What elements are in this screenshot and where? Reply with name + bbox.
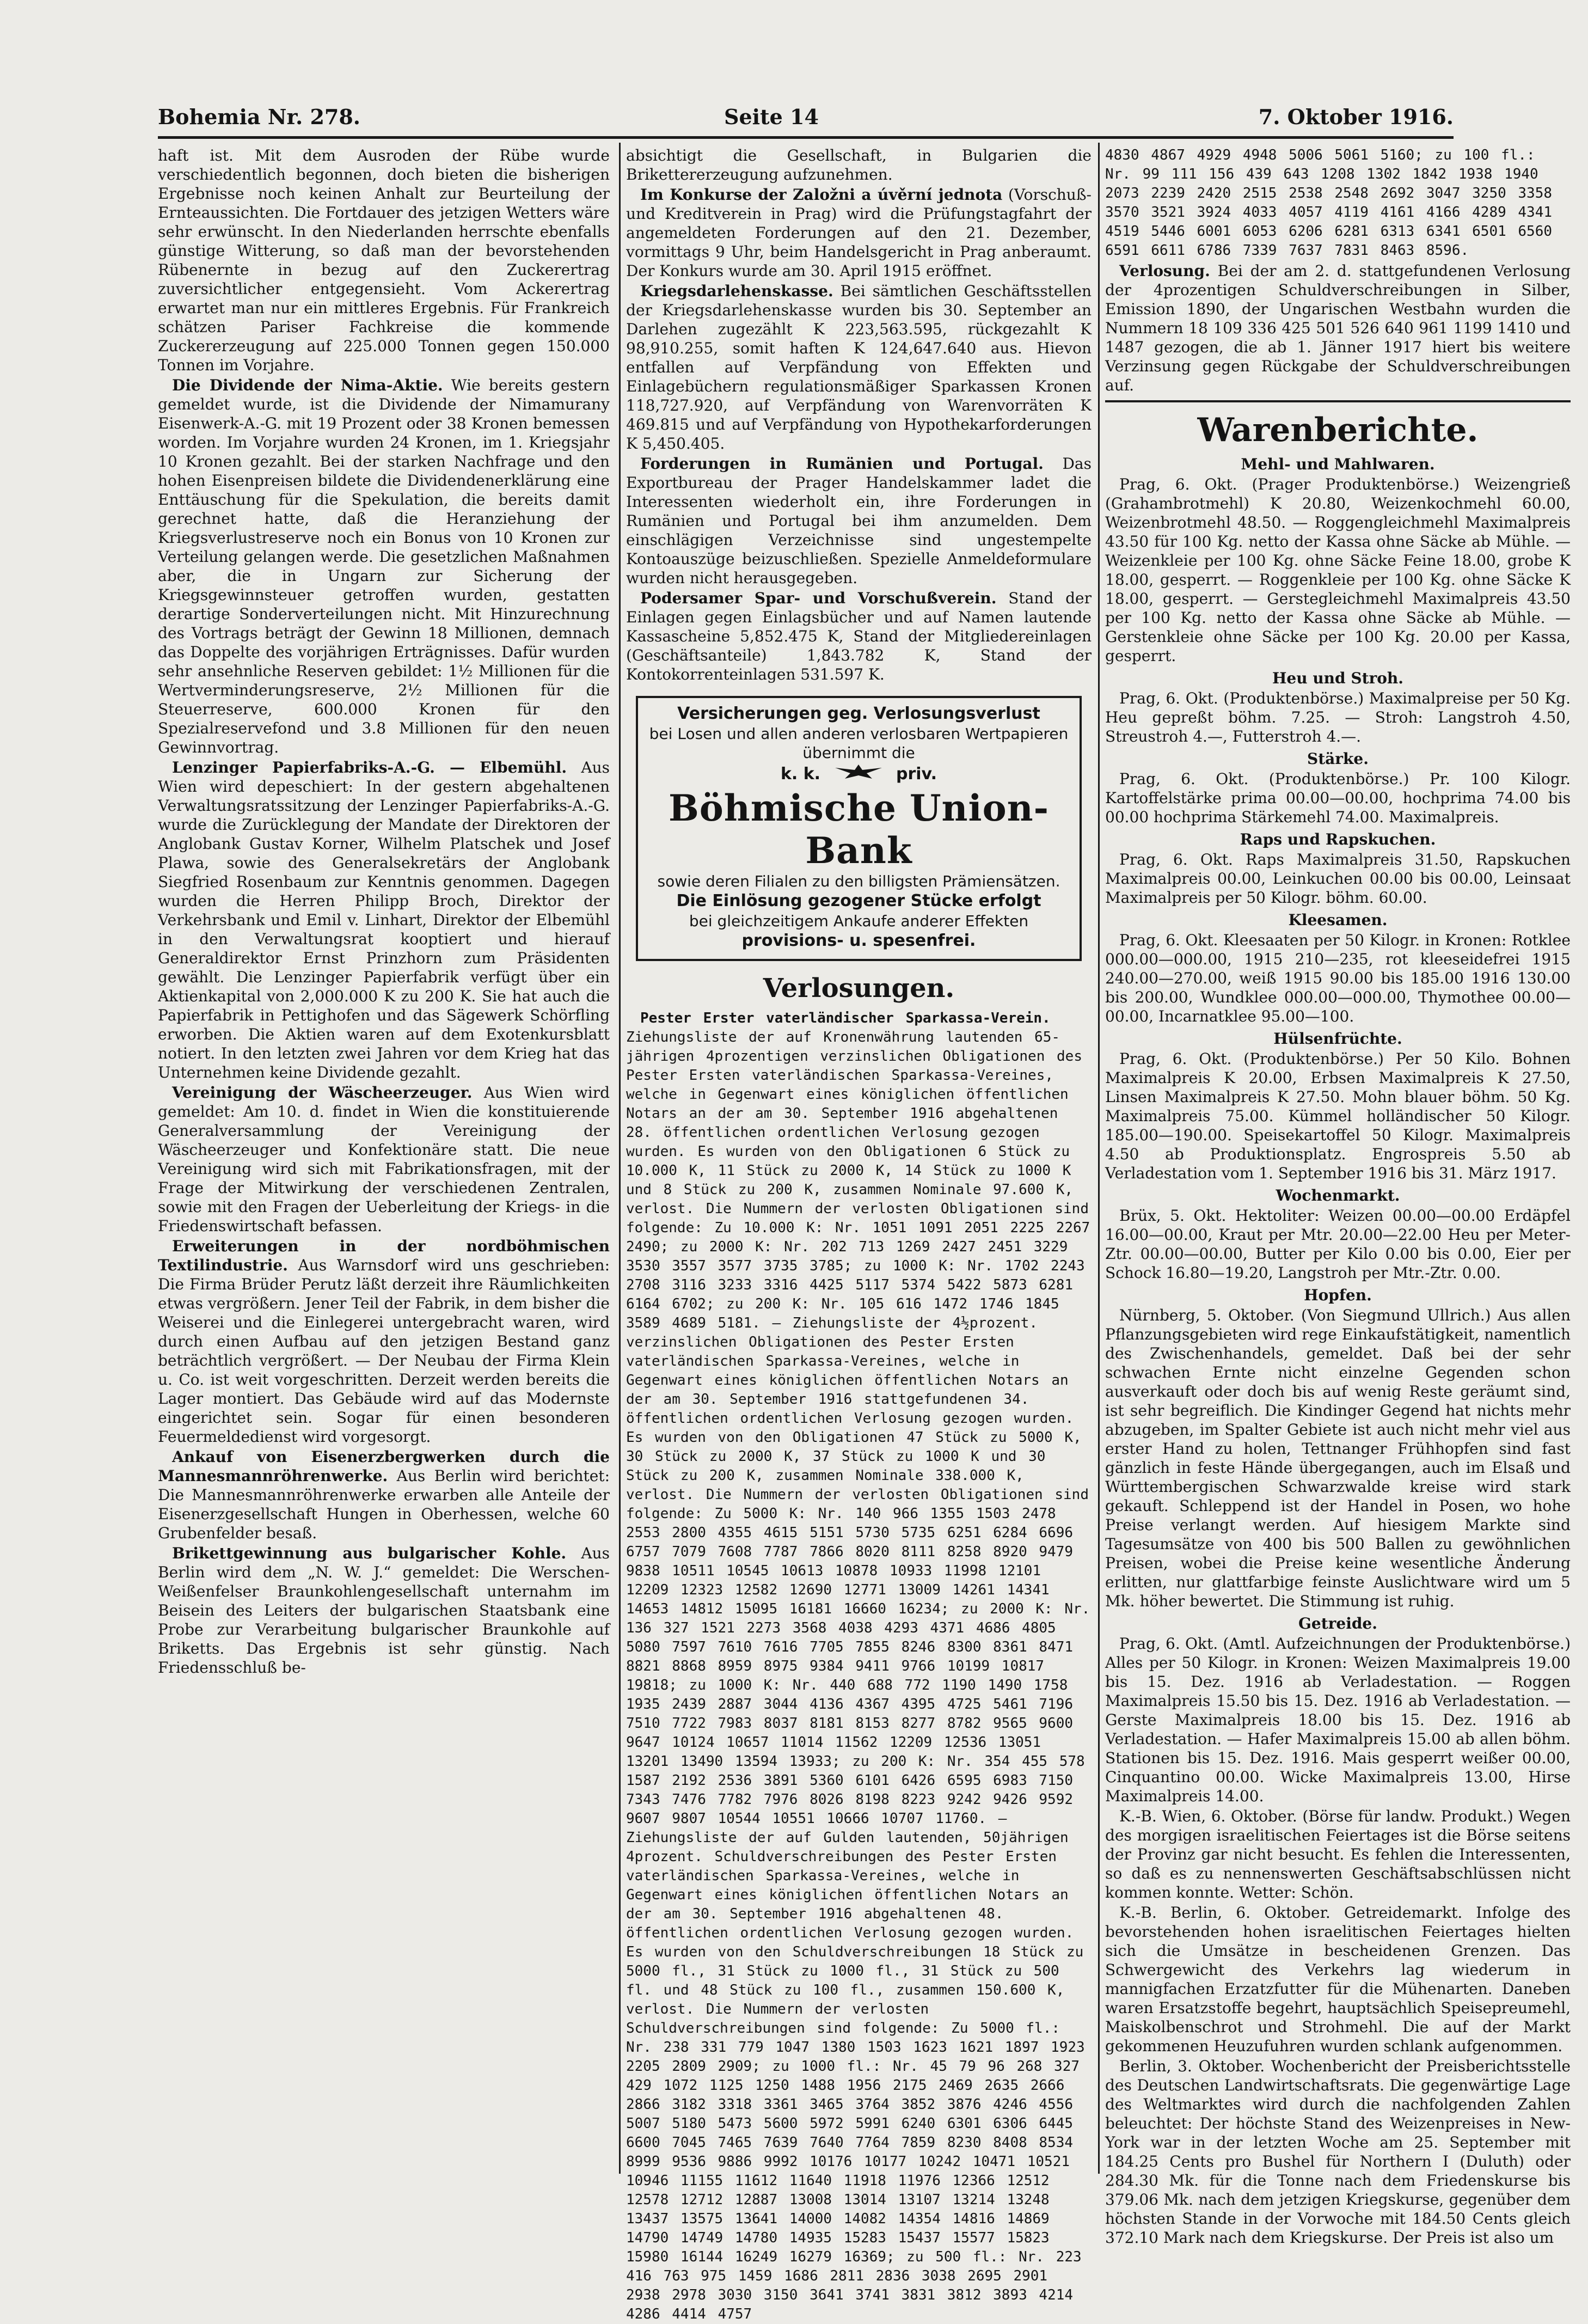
ad-headline: Versicherungen geg. Verlosungsverlust (677, 704, 1040, 723)
article-text: Aus Wien wird depeschiert: In der gestern abgehaltenen Verwaltungsratssitzung der Lenzinger Papierfabriks-A.-G. wurde die Zurücklegung der Mandate der Direktoren der Anglobank Gustav Korner, Wilhelm Platschek und Josef Plawa, sowie des Generalsekretärs der Anglobank Siegfried Rosenbaum zur Kenntnis genommen. Dagegen wurden die Herren Philipp Broch, Direktor der Verkehrsbank und Emil v. Linhart, Direktor der Elbemühl in den Verwaltungsrat kooptiert und hierauf Generaldirektor Ernst Prinzhorn zum Präsidenten gewählt. Die Lenzinger Papierfabrik verfügt über ein Aktienkapital von 2,000.000 K zu 200 K. Sie hat auch die Papierfabrik in Pettighofen und das Sägewerk Schörfling erworben. Die Aktien waren auf dem Exotenkursblatt notiert. In den letzten zwei Jahren vor dem Krieg hat das Unternehmen keine Dividende gezahlt. (158, 759, 610, 1081)
article-heading: Verlosung. (1119, 262, 1210, 280)
market-report: Prag, 6. Okt. Kleesaaten per 50 Kilogr. in Kronen: Rotklee 000.00—000.00, 1915 210—235, rot kleeseidefrei 1915 240.00—270.00, weiß 1915 90.00 bis 185.00 1916 130.00 bis 200.00, Wundklee 000.00—000.00, Thymothee 00.00—00.00, Incarnatklee 95.00—100. (1105, 931, 1571, 1025)
article-block (158, 376, 610, 757)
subsection-title: Getreide. (1298, 1614, 1377, 1632)
article-block (626, 185, 1092, 280)
market-report: Prag, 6. Okt. (Amtl. Aufzeichnungen der Produktenbörse.) Alles per 50 Kilogr. in Kronen: Weizen Maximalpreis 19.00 bis 15. Dez. 1916 ab Verladestation. — Roggen Maximalpreis 15.50 bis 15. Dez. 1916 ab Verladestation. — Gerste Maximalpreis 18.00 bis 15. Dez. 1916 ab Verladestation. — Hafer Maximalpreis 15.00 ab allen böhm. Stationen bis 15. Dez. 1916. Mais gesperrt weißer 00.00, Cinquantino 00.00. Wicke Maximalpreis 13.00, Hirse Maximalpreis 14.00. (1105, 1635, 1571, 1805)
column-3 (1105, 146, 1571, 2247)
subsection-title: Stärke. (1307, 750, 1369, 768)
ad-bank-name: Böhmische Union-Bank (668, 787, 1049, 872)
lottery-list (626, 1009, 1092, 2324)
article-block (626, 282, 1092, 453)
section-title-warenberichte: Warenberichte. (1197, 411, 1479, 449)
column-2 (626, 146, 1092, 2322)
market-report: Berlin, 3. Oktober. Wochenbericht der Preisberichtsstelle des Deutschen Landwirtschaftsrats. Die gegenwärtige Lage des Weltmarktes wird durch die nachfolgenden Zahlen beleuchtet: Der höchste Stand des Weizenpreises in New-York war in der letzten Woche am 25. September mit 184.25 Cents pro Bushel für Northern I (Duluth) oder 284.30 Mk. für die Tonne nach dem Friedenskurse bis 379.06 Mk. nach dem jetzigen Kriegskurse, gegenüber dem höchsten Stande in der Vorwoche mit 184.50 Cents gleich 372.10 Mark nach dem Kriegskurse. Der Preis ist also um (1105, 2057, 1571, 2247)
article-text: Aus Berlin wird berichtet: Die Mannesmannröhrenwerke erwarben alle Anteile der Eisenerzgesellschaft Hungen in Oberhessen, welche 60 Grubenfelder besaß. (158, 1467, 610, 1542)
article-heading: Im Konkurse der Založni a úvěrní jednota (640, 186, 1003, 204)
market-report: Prag, 6. Okt. (Prager Produktenbörse.) Weizengrieß (Grahambrotmehl) K 20.80, Weizenkochmehl 60.00, Weizenbrotmehl 48.50. — Roggengleichmehl Maximalpreis 43.50 für 100 Kg. netto der Kassa ohne Säcke ab Mühle. — Weizenkleie per 100 Kg. ohne Säcke Feine 18.00, grobe K 18.00, gesperrt. — Roggenkleie per 100 Kg. ohne Säcke K 18.00, gesperrt. — Gerstegleichmehl Maximalpreis 43.50 per 100 Kg. netto der Kassa ohne Säcke ab Mühle. — Gerstenkleie ohne Säcke per 100 Kg. 20.00 per Kassa, gesperrt. (1105, 475, 1571, 665)
eagle-emblem-icon (834, 762, 883, 787)
article-text: Aus Berlin wird dem „N. W. J.“ gemeldet: Die Werschen-Weißenfelser Braunkohlengesellschaft unternahm im Beisein des Leiters der bulgarischen Staatsbank eine Probe zur Verarbeitung bulgarischer Braunkohle auf Briketts. Das Ergebnis ist sehr günstig. Nach Friedensschluß be- (158, 1544, 610, 1677)
article-text: Aus Warnsdorf wird uns geschrieben: Die Firma Brüder Perutz läßt derzeit ihre Räumlichkeiten etwas vergrößern. Jener Teil der Fabrik, in dem bisher die Weiserei und die Einlegerei untergebracht waren, wird durch einen Aufbau auf den jetzigen Bestand ganz beträchtlich vergrößert. — Der Neubau der Firma Klein u. Co. ist weit vorgeschritten. Derzeit werden bereits die Lager montiert. Das Gebäude wird auf das Modernste eingerichtet sein. Sogar für einen besonderen Feuermeldedienst wird vorgesorgt. (158, 1256, 610, 1446)
section-rule (1105, 400, 1571, 402)
issue-label: Bohemia Nr. 278. (158, 105, 361, 129)
market-report: K.-B. Wien, 6. Oktober. (Börse für landw. Produkt.) Wegen des morgigen israelitischen Feiertages ist die Börse seitens der Provinz gar nicht besucht. Es fehlen die Interessenten, so daß es zu nennenswerten Geschäftsabschlüssen nicht kommen konnte. Wetter: Schön. (1105, 1807, 1571, 1901)
article-heading: Vereinigung der Wäscheerzeuger. (172, 1084, 473, 1102)
article-text: Bei sämtlichen Geschäftsstellen der Kriegsdarlehenskasse wurden bis 30. September an Darlehen zugezählt K 223,563.595, rückgezahlt K 98,910.255, somit haften K 124,647.640 aus. Hievon entfallen auf Verpfändung von Effekten und Einlagebüchern regulationsmäßiger Sparkassen Kronen 118,727.920, auf Verpfändung von Warenvorräten K 469.815 und auf Verpfändung von Hypothekarforderungen K 5,450.405. (626, 282, 1092, 452)
market-report: Prag, 6. Okt. (Produktenbörse.) Per 50 Kilo. Bohnen Maximalpreis K 20.00, Erbsen Maximalpreis K 27.50, Linsen Maximalpreis K 27.50. Mohn blauer böhm. 50 Kg. Maximalpreis 75.00. Kümmel holländischer 50 Kilogr. 185.00—190.00. Speisekartoffel 50 Kilogr. Maximalpreis 4.50 ab Produktionsplatz. Engrospreis 5.50 ab Verladestation vom 1. September 1916 bis 31. März 1917. (1105, 1050, 1571, 1182)
ad-kk-line (643, 762, 1074, 787)
subsection-title: Wochenmarkt. (1276, 1187, 1400, 1204)
article-block (626, 589, 1092, 684)
article-block (158, 1083, 610, 1236)
market-report: Nürnberg, 5. Oktober. (Von Siegmund Ullrich.) Aus allen Pflanzungsgebieten wird rege Einkaufstätigkeit, namentlich des Zwischenhandels, gemeldet. Daß bei der sehr schwachen Ernte nicht einzelne Gegenden schon ausverkauft oder doch bis auf wenig Reste geräumt sind, ist sehr begreiflich. Die Kindinger Gegend hat nichts mehr abzugeben, im Spalter Gebiete ist auch nicht mehr viel aus erster Hand zu holen, Tettnanger Frühhopfen sind fast gänzlich in feste Hände übergegangen, auch im Elsaß und Württembergischen Schwarzwalde kreise wird stark gekauft. Schleppend ist der Handel in Posen, wo hohe Preise verlangt werden. Auf hiesigem Markte sind Tagesumsätze von 400 bis 500 Ballen zu gewöhnlichen Preisen, wobei die Preise keine wesentliche Änderung erlitten, nur glattfarbige feinste Auslichtware wird um 5 Mk. höher bewertet. Die Stimmung ist ruhig. (1105, 1306, 1571, 1610)
article-block (158, 1544, 610, 1677)
article-text: Das Exportbureau der Prager Handelskammer ladet die Interessenten wiederholt ein, ihre Forderungen in Rumänien und Portugal bei ihm anzumelden. Dem einschlägigen Verzeichnisse sind ungestempelte Kontoauszüge beizuschließen. Spezielle Anmeldeformulare wurden nicht herausgegeben. (626, 455, 1092, 587)
article-block (158, 758, 610, 1082)
subsection-title: Hopfen. (1304, 1286, 1372, 1304)
page-header (158, 105, 1454, 131)
article-heading: Ankauf von Eisenerzbergwerken durch die Mannesmannröhrenwerke. (158, 1448, 610, 1485)
article-heading: Erweiterungen in der nordböhmischen Textilindustrie. (158, 1237, 610, 1274)
market-report: K.-B. Berlin, 6. Oktober. Getreidemarkt. Infolge des bevorstehenden hohen israelitischen Feiertages hielten sich die Umsätze in bescheidenen Grenzen. Das Schwergewicht des Verkehrs lag wiederum in mannigfachen Erzatzfutter für die Mühenarten. Daneben waren Ersatzstoffe begehrt, hauptsächlich Speisepreumehl, Maiskolbenschrot und Strohmehl. Die auf der Markt gekommenen Heuzufuhren wurden schlank aufgenommen. (1105, 1904, 1571, 2055)
article-block (158, 1237, 610, 1446)
page-number: Seite 14 (724, 105, 819, 129)
article-heading: Podersamer Spar- und Vorschußverein. (640, 589, 997, 607)
ad-kk-right: priv. (896, 765, 937, 784)
subsection-title: Raps und Rapskuchen. (1240, 830, 1436, 848)
column-rule-2 (1098, 143, 1100, 2174)
bank-advertisement (636, 696, 1082, 961)
subsection-title: Mehl- und Mahlwaren. (1241, 455, 1435, 473)
subsection-title: Kleesamen. (1288, 911, 1388, 929)
ad-text-bold: Die Einlösung gezogener Stücke erfolgt (676, 891, 1041, 910)
article-text: haft ist. Mit dem Ausroden der Rübe wurde verschiedentlich begonnen, doch bieten die bisherigen Ergebnisse noch keinen Anhalt zur Beurteilung der Ernteaussichten. Die Fortdauer des jetzigen Wetters wäre sehr erwünscht. In den Niederlanden herrschte ebenfalls günstige Witterung, so daß man der bevorstehenden Rübenernte in bezug auf den Zuckerertrag zuversichtlicher entgegensieht. Vom Ackerertrag erwartet man nur ein mittleres Ergebnis. Für Frankreich schätzen Pariser Fachkreise die kommende Zuckererzeugung auf 225.000 Tonnen gegen 150.000 Tonnen im Vorjahre. (158, 146, 610, 374)
market-report: Prag, 6. Okt. (Produktenbörse.) Maximalpreise per 50 Kg. Heu gepreßt böhm. 7.25. — Stroh: Langstroh 4.50, Streustroh 4.—, Futterstroh 4.—. (1105, 689, 1571, 745)
subsection-title: Heu und Stroh. (1272, 669, 1404, 687)
article-heading: Forderungen in Rumänien und Portugal. (640, 455, 1044, 473)
market-report: Brüx, 5. Okt. Hektoliter: Weizen 00.00—00.00 Erdäpfel 16.00—00.00, Kraut per Mtr. 20.00—22.00 Heu per Meter-Ztr. 00.00—00.00, Butter per Kilo 0.00 bis 0.00, Eier per Schock 16.80—19.20, Langstroh per Mtr.-Ztr. 0.00. (1105, 1207, 1571, 1282)
market-report: Prag, 6. Okt. (Produktenbörse.) Pr. 100 Kilogr. Kartoffelstärke prima 00.00—00.00, hochprima 74.00 bis 00.00 hochprima Stärkemehl 74.00. Maximalpreis. (1105, 770, 1571, 826)
article-heading: Brikettgewinnung aus bulgarischer Kohle. (172, 1544, 567, 1562)
ad-text-bold: provisions- u. spesenfrei. (741, 931, 976, 950)
article-text: Stand der Einlagen gegen Einlagsbücher und auf Namen lautende Kassascheine 5,852.475 K, Stand der Mitgliedereinlagen (Geschäftsanteile) 1,843.782 K, Stand der Kontokorrenteinlagen 531.597 K. (626, 589, 1092, 683)
ad-text: bei gleichzeitigem Ankaufe anderer Effekten (689, 912, 1029, 930)
article-text: Aus Wien wird gemeldet: Am 10. d. findet in Wien die konstituierende Generalversammlung der Vereinigung der Wäscheerzeuger und Konfektionäre statt. Die neue Vereinigung wird sich mit Fabrikationsfragen, mit der Frage der Mitwirkung der verschiedenen Zentralen, sowie mit den Fragen der Ueberleitung der Kriegs- in die Friedenswirtschaft befassen. (158, 1084, 610, 1235)
article-heading: Lenzinger Papierfabriks-A.-G. — Elbemühl. (172, 759, 567, 776)
article-text: Bei der am 2. d. stattgefundenen Verlosung der 4prozentigen Schuldverschreibungen in Silber, Emission 1890, der Ungarischen Westbahn wurden die Nummern 18 109 336 425 501 526 640 961 1199 1410 und 1487 gezogen, die ab 1. Jänner 1917 hiert bis weitere Verzinsung gegen Rückgabe der Schuldverschreibungen auf. (1105, 262, 1571, 394)
article-heading: Kriegsdarlehenskasse. (640, 282, 833, 300)
article-text: Ziehungsliste der auf Kronenwährung lautenden 65-jährigen 4prozentigen verzinslichen Obligationen des Pester Ersten vaterländischen Sparkassa-Vereines, welche in Gegenwart eines königlichen öffentlichen Notars an der am 30. September 1916 abgehaltenen 28. öffentlichen ordentlichen Verlosung gezogen wurden. Es wurden von den Obligationen 6 Stück zu 10.000 K, 11 Stück zu 2000 K, 14 Stück zu 1000 K und 8 Stück zu 200 K, zusammen Nominale 97.600 K, verlost. Die Nummern der verlosten Obligationen sind folgende: Zu 10.000 K: Nr. 1051 1091 2051 2225 2267 2490; zu 2000 K: Nr. 202 713 1269 2427 2451 3229 3530 3557 3577 3735 3785; zu 1000 K: Nr. 1702 2243 2708 3116 3233 3316 4425 5117 5374 5422 5873 6281 6164 6702; zu 200 K: Nr. 105 616 1472 1746 1845 3589 4689 5181. — Ziehungsliste der 4½prozent. verzinslichen Obligationen des Pester Ersten vaterländischen Sparkassa-Vereines, welche in Gegenwart eines königlichen öffentlichen Notars an der am 30. September 1916 stattgefundenen 34. öffentlichen ordentlichen Verlosung gezogen wurden. Es wurden von den Obligationen 47 Stück zu 5000 K, 30 Stück zu 2000 K, 37 Stück zu 1000 K und 30 Stück zu 200 K, zusammen Nominale 338.000 K, verlost. Die Nummern der verlosten Obligationen sind folgende: Zu 5000 K: Nr. 140 966 1355 1503 2478 2553 2800 4355 4615 5151 5730 5735 6251 6284 6696 6757 7079 7608 7787 7866 8020 8111 8258 8920 9479 9838 10511 10545 10613 10878 10933 11998 12101 12209 12323 12582 12690 12771 13009 14261 14341 14653 14812 15095 16181 16660 16234; zu 2000 K: Nr. 136 327 1521 2273 3568 4038 4293 4371 4686 4805 5080 7597 7610 7616 7705 7855 8246 8300 8361 8471 8821 8868 8959 8975 9384 9411 9766 10199 10817 19818; zu 1000 K: Nr. 440 688 772 1190 1490 1758 1935 2439 2887 3044 4136 4367 4395 4725 5461 7196 7510 7722 7983 8037 8181 8153 8277 8782 9565 9600 9647 10124 10657 11014 11562 12209 12536 13051 13201 13490 13594 13933; zu 200 K: Nr. 354 455 578 1587 2192 2536 3891 5360 6101 6426 6595 6983 7150 7343 7476 7782 7976 8026 8198 8223 9242 9426 9592 9607 9807 10544 10551 10666 10707 11760. — Ziehungsliste der auf Gulden lautenden, 50jährigen 4prozent. Schuldverschreibungen des Pester Ersten vaterländischen Sparkassa-Vereines, welche in Gegenwart eines königlichen öffentlichen Notars an der am 30. September 1916 abgehaltenen 48. öffentlichen ordentlichen Verlosung gezogen wurden. Es wurden von den Schuldverschreibungen 18 Stück zu 5000 fl., 31 Stück zu 1000 fl., 31 Stück zu 500 fl. und 48 Stück zu 100 fl., zusammen 150.600 K, verlost. Die Nummern der verlosten Schuldverschreibungen sind folgende: Zu 5000 fl.: Nr. 238 331 779 1047 1380 1503 1623 1621 1897 1923 2205 2809 2909; zu 1000 fl.: Nr. 45 79 96 268 327 429 1072 1125 1250 1488 1956 2175 2469 2635 2666 2866 3182 3318 3361 3465 3764 3852 3876 4246 4556 5007 5180 5473 5600 5972 5991 6240 6301 6306 6445 6600 7045 7465 7639 7640 7764 7859 8230 8408 8534 8999 9536 9886 9992 10176 10177 10242 10471 10521 10946 11155 11612 11640 11918 11976 12366 12512 12578 12712 12887 13008 13014 13107 13214 13248 13437 13575 13641 14000 14082 14354 14816 14869 14790 14749 14780 14935 15283 15437 15577 15823 15980 16144 16249 16279 16369; zu 500 fl.: Nr. 223 416 763 975 1459 1686 2811 2836 3038 2695 2901 2938 2978 3030 3150 3641 3741 3831 3812 3893 4214 4286 4414 4757 (626, 1029, 1090, 2322)
article-block (158, 1447, 610, 1543)
column-1 (158, 146, 610, 2172)
lottery-list-continued: 4830 4867 4929 4948 5006 5061 5160; zu 100 fl.: Nr. 99 111 156 439 643 1208 1302 1842 1938 1940 2073 2239 2420 2515 2538 2548 2692 3047 3250 3358 3570 3521 3924 4033 4057 4119 4161 4166 4289 4341 4519 5446 6001 6053 6206 6281 6313 6341 6501 6560 6591 6611 6786 7339 7637 7831 8463 8596. (1105, 147, 1553, 259)
article-text: absichtigt die Gesellschaft, in Bulgarien die Brikettererzeugung aufzunehmen. (626, 146, 1092, 184)
article-text: Wie bereits gestern gemeldet wurde, ist die Dividende der Nimamurany Eisenwerk-A.-G. mit 19 Prozent oder 38 Kronen bemessen worden. Im Vorjahre wurden 24 Kronen, im 1. Kriegsjahr 10 Kronen gezahlt. Bei der starken Nachfrage und den hohen Eisenpreisen bildete die Dividendenerklärung eine Enttäuschung für die Spekulation, die bereits damit gerechnet hatte, daß die Heranziehung der Kriegsverlustreserve noch ein Bonus von 10 Kronen zur Verteilung gelangen werde. Die gesetzlichen Maßnahmen aber, die in Ungarn zur Sicherung der Kriegsgewinnsteuer getroffen wurden, gestatten derartige Sonderverteilungen nicht. Mit Hinzurechnung des Vortrags beträgt der Gewinn 18 Millionen, demnach das Doppelte des vorjährigen Erträgnisses. Dafür wurden sehr ansehnliche Reserven gebildet: 1½ Millionen für die Wertverminderungsreserve, 2½ Millionen für die Steuerreserve, 600.000 Kronen für den Spezialreservefond und 3.8 Millionen für den neuen Gewinnvortrag. (158, 376, 610, 756)
section-title-verlosungen: Verlosungen. (763, 973, 955, 1004)
issue-date: 7. Oktober 1916. (1258, 105, 1454, 129)
subsection-title: Hülsenfrüchte. (1273, 1030, 1402, 1048)
ad-text: bei Losen und allen anderen verlosbaren Wertpapieren übernimmt die (649, 725, 1069, 762)
article-heading: Pester Erster vaterländischer Sparkassa-Verein. (640, 1010, 1051, 1026)
ad-kk-left: k. k. (780, 765, 821, 784)
header-rule (158, 136, 1454, 139)
article-block (1105, 261, 1571, 395)
ad-text: sowie deren Filialen zu den billigsten Prämiensätzen. (657, 872, 1060, 890)
market-report: Prag, 6. Okt. Raps Maximalpreis 31.50, Rapskuchen Maximalpreis 00.00, Leinkuchen 00.00 bis 00.00, Leinsaat Maximalpreis per 50 Kilogr. böhm. 60.00. (1105, 851, 1571, 907)
article-heading: Die Dividende der Nima-Aktie. (172, 376, 443, 394)
column-rule-1 (619, 143, 621, 2174)
article-block (626, 454, 1092, 588)
article-text: (Vorschuß- und Kreditverein in Prag) wird die Prüfungstagfahrt der angemeldeten Forderungen auf den 21. Dezember, vormittags 9 Uhr, beim Handelsgericht in Prag anberaumt. Der Konkurs wurde am 30. April 1915 eröffnet. (626, 186, 1092, 280)
